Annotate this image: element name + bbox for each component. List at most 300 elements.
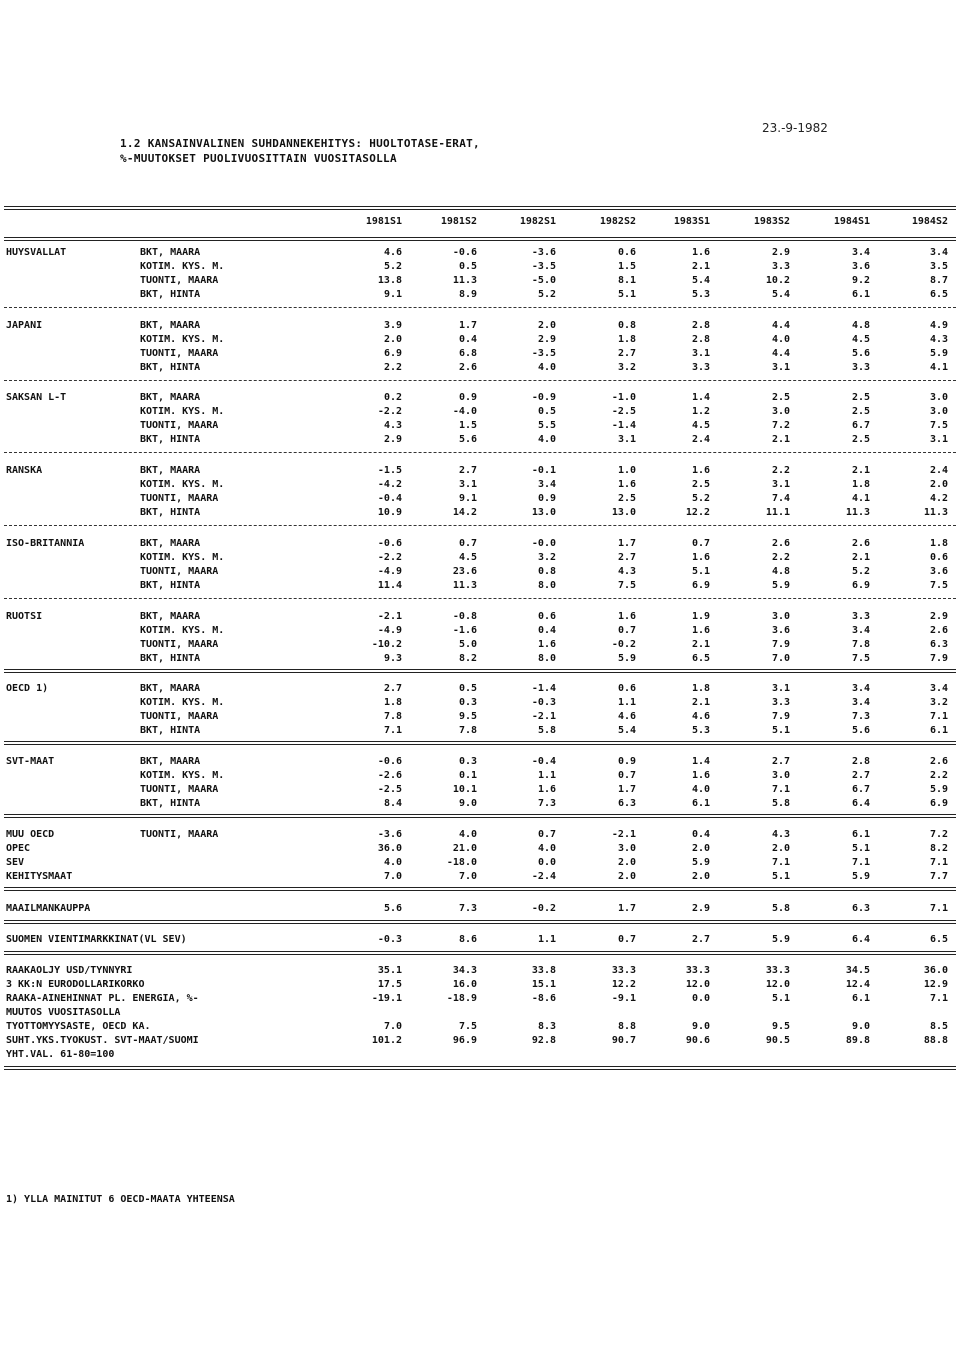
value-cell: 5.2: [851, 566, 870, 577]
value-cell: 4.5: [458, 552, 477, 563]
value-cell: 4.1: [851, 493, 870, 504]
value-cell: -9.1: [611, 993, 636, 1004]
value-cell: 2.5: [691, 479, 710, 490]
value-cell: 0.0: [537, 857, 556, 868]
value-cell: 2.1: [771, 434, 790, 445]
value-cell: 7.8: [851, 639, 870, 650]
value-cell: 4.9: [929, 320, 948, 331]
series-label: KOTIM. KYS. M.: [140, 625, 225, 636]
value-cell: -0.4: [531, 756, 556, 767]
value-cell: 7.0: [458, 871, 477, 882]
value-cell: 8.1: [617, 275, 636, 286]
column-header: 1984S1: [833, 216, 870, 227]
value-cell: 0.5: [458, 261, 477, 272]
value-cell: 5.6: [383, 903, 402, 914]
value-cell: 3.1: [771, 683, 790, 694]
value-cell: 5.1: [771, 993, 790, 1004]
series-label: KOTIM. KYS. M.: [140, 334, 225, 345]
table-row: [0, 261, 960, 274]
value-cell: 7.3: [458, 903, 477, 914]
value-cell: 0.6: [929, 552, 948, 563]
value-cell: 0.5: [458, 683, 477, 694]
value-cell: 11.1: [765, 507, 790, 518]
value-cell: -8.6: [531, 993, 556, 1004]
value-cell: 12.2: [685, 507, 710, 518]
dashed-rule: [4, 380, 956, 381]
series-label: TUONTI, MAARA: [140, 711, 219, 722]
value-cell: 6.7: [851, 420, 870, 431]
column-header: 1982S1: [519, 216, 556, 227]
value-cell: 2.2: [383, 362, 402, 373]
value-cell: 1.1: [537, 770, 556, 781]
series-label: TUONTI, MAARA: [140, 566, 219, 577]
value-cell: 7.1: [383, 725, 402, 736]
double-rule: [4, 741, 956, 745]
value-cell: 5.8: [771, 798, 790, 809]
value-cell: 3.1: [458, 479, 477, 490]
value-cell: 5.9: [929, 784, 948, 795]
value-cell: 0.7: [537, 829, 556, 840]
value-cell: 3.4: [929, 247, 948, 258]
series-label: BKT, HINTA: [140, 580, 201, 591]
value-cell: 3.3: [771, 261, 790, 272]
value-cell: 0.4: [537, 625, 556, 636]
value-cell: 3.2: [537, 552, 556, 563]
value-cell: 3.0: [771, 406, 790, 417]
table-row: [0, 247, 960, 260]
row-label: SEV: [6, 857, 25, 868]
table-row: [0, 857, 960, 870]
table-row: [0, 493, 960, 506]
value-cell: 9.5: [458, 711, 477, 722]
row-label: MAAILMANKAUPPA: [6, 903, 91, 914]
value-cell: 10.9: [377, 507, 402, 518]
series-label: BKT, HINTA: [140, 507, 201, 518]
value-cell: 5.4: [691, 275, 710, 286]
value-cell: -4.2: [377, 479, 402, 490]
series-label: TUONTI, MAARA: [140, 829, 219, 840]
value-cell: 4.3: [771, 829, 790, 840]
value-cell: 34.5: [845, 965, 870, 976]
value-cell: 0.4: [691, 829, 710, 840]
value-cell: 1.0: [617, 465, 636, 476]
row-label: RANSKA: [6, 465, 43, 476]
value-cell: 2.9: [691, 903, 710, 914]
value-cell: 21.0: [452, 843, 477, 854]
value-cell: -3.6: [531, 247, 556, 258]
column-header: 1983S1: [673, 216, 710, 227]
value-cell: 0.7: [691, 538, 710, 549]
value-cell: 23.6: [452, 566, 477, 577]
value-cell: 5.1: [771, 871, 790, 882]
value-cell: 6.1: [691, 798, 710, 809]
value-cell: 2.5: [851, 392, 870, 403]
value-cell: 1.1: [537, 934, 556, 945]
table-row: [0, 420, 960, 433]
value-cell: 11.3: [452, 580, 477, 591]
value-cell: 2.9: [537, 334, 556, 345]
value-cell: 3.0: [617, 843, 636, 854]
value-cell: 4.0: [771, 334, 790, 345]
value-cell: 2.6: [929, 756, 948, 767]
value-cell: 6.1: [851, 993, 870, 1004]
series-label: BKT, HINTA: [140, 362, 201, 373]
value-cell: -5.0: [531, 275, 556, 286]
value-cell: 7.3: [851, 711, 870, 722]
table-row: [0, 871, 960, 884]
value-cell: 2.9: [771, 247, 790, 258]
series-label: BKT, HINTA: [140, 434, 201, 445]
double-rule: [4, 951, 956, 955]
value-cell: 8.3: [537, 1021, 556, 1032]
value-cell: 0.2: [383, 392, 402, 403]
series-label: KOTIM. KYS. M.: [140, 697, 225, 708]
table-row: [0, 566, 960, 579]
value-cell: 5.9: [771, 934, 790, 945]
value-cell: -2.6: [377, 770, 402, 781]
value-cell: 90.7: [611, 1035, 636, 1046]
table-row: [0, 465, 960, 478]
value-cell: 3.0: [929, 392, 948, 403]
value-cell: 2.6: [929, 625, 948, 636]
value-cell: 4.1: [929, 362, 948, 373]
table-row: [0, 784, 960, 797]
value-cell: 2.0: [929, 479, 948, 490]
value-cell: 4.6: [691, 711, 710, 722]
value-cell: 1.4: [691, 756, 710, 767]
value-cell: 4.6: [383, 247, 402, 258]
value-cell: -18.0: [446, 857, 477, 868]
value-cell: 3.1: [617, 434, 636, 445]
value-cell: 1.2: [691, 406, 710, 417]
series-label: BKT, MAARA: [140, 538, 201, 549]
value-cell: 6.9: [691, 580, 710, 591]
series-label: KOTIM. KYS. M.: [140, 770, 225, 781]
value-cell: 8.4: [383, 798, 402, 809]
value-cell: 5.2: [537, 289, 556, 300]
value-cell: -1.4: [611, 420, 636, 431]
value-cell: 5.4: [771, 289, 790, 300]
value-cell: -0.3: [531, 697, 556, 708]
value-cell: 1.6: [691, 625, 710, 636]
value-cell: 2.5: [771, 392, 790, 403]
table-row: [0, 580, 960, 593]
value-cell: -0.0: [531, 538, 556, 549]
document-title: [120, 136, 480, 166]
value-cell: 2.2: [929, 770, 948, 781]
value-cell: 13.0: [531, 507, 556, 518]
value-cell: 2.8: [851, 756, 870, 767]
table-row: [0, 611, 960, 624]
value-cell: 2.1: [851, 552, 870, 563]
table-row: [0, 1049, 960, 1062]
value-cell: 2.0: [691, 871, 710, 882]
value-cell: 2.2: [771, 465, 790, 476]
value-cell: 9.5: [771, 1021, 790, 1032]
value-cell: 3.5: [929, 261, 948, 272]
value-cell: 1.8: [929, 538, 948, 549]
table-row: [0, 903, 960, 916]
value-cell: 3.6: [851, 261, 870, 272]
value-cell: 4.3: [617, 566, 636, 577]
value-cell: 4.4: [771, 348, 790, 359]
value-cell: 7.0: [383, 871, 402, 882]
value-cell: 1.6: [617, 611, 636, 622]
value-cell: -0.3: [377, 934, 402, 945]
column-header: 1982S2: [599, 216, 636, 227]
table-row: [0, 965, 960, 978]
value-cell: 9.0: [691, 1021, 710, 1032]
value-cell: 36.0: [377, 843, 402, 854]
value-cell: 1.6: [537, 639, 556, 650]
value-cell: 4.5: [851, 334, 870, 345]
value-cell: -1.5: [377, 465, 402, 476]
value-cell: 9.2: [851, 275, 870, 286]
value-cell: 6.4: [851, 798, 870, 809]
table-row: [0, 653, 960, 666]
value-cell: 2.6: [851, 538, 870, 549]
value-cell: 0.7: [458, 538, 477, 549]
value-cell: 9.1: [383, 289, 402, 300]
series-label: TUONTI, MAARA: [140, 275, 219, 286]
value-cell: 11.4: [377, 580, 402, 591]
value-cell: 8.0: [537, 580, 556, 591]
table-row: [0, 348, 960, 361]
value-cell: -0.6: [377, 538, 402, 549]
value-cell: 6.5: [929, 289, 948, 300]
series-label: KOTIM. KYS. M.: [140, 261, 225, 272]
double-rule: [4, 237, 956, 241]
value-cell: -0.8: [452, 611, 477, 622]
value-cell: 5.6: [851, 348, 870, 359]
value-cell: 6.1: [929, 725, 948, 736]
table-row: [0, 362, 960, 375]
value-cell: 2.7: [771, 756, 790, 767]
value-cell: -3.5: [531, 261, 556, 272]
value-cell: -2.5: [611, 406, 636, 417]
value-cell: 3.1: [691, 348, 710, 359]
value-cell: 33.8: [531, 965, 556, 976]
column-header: 1981S1: [365, 216, 402, 227]
value-cell: 6.5: [929, 934, 948, 945]
value-cell: 5.9: [851, 871, 870, 882]
value-cell: 2.7: [383, 683, 402, 694]
value-cell: 1.6: [691, 247, 710, 258]
value-cell: 8.0: [537, 653, 556, 664]
value-cell: 5.3: [691, 289, 710, 300]
value-cell: 7.1: [851, 857, 870, 868]
row-label: MUUTOS VUOSITASOLLA: [6, 1007, 121, 1018]
column-header: 1983S2: [753, 216, 790, 227]
value-cell: -2.1: [531, 711, 556, 722]
date-stamp: 23.-9-1982: [762, 121, 828, 135]
value-cell: 7.1: [929, 711, 948, 722]
value-cell: 10.2: [765, 275, 790, 286]
value-cell: 17.5: [377, 979, 402, 990]
value-cell: -3.6: [377, 829, 402, 840]
value-cell: 7.9: [929, 653, 948, 664]
value-cell: 8.8: [617, 1021, 636, 1032]
row-label: RAAKAOLJY USD/TYNNYRI: [6, 965, 133, 976]
value-cell: 2.0: [617, 857, 636, 868]
series-label: BKT, MAARA: [140, 392, 201, 403]
table-row: [0, 725, 960, 738]
value-cell: 2.7: [617, 348, 636, 359]
value-cell: 2.0: [771, 843, 790, 854]
value-cell: 33.3: [765, 965, 790, 976]
value-cell: -19.1: [371, 993, 402, 1004]
value-cell: 4.0: [383, 857, 402, 868]
value-cell: 90.6: [685, 1035, 710, 1046]
row-label: SUHT.YKS.TYOKUST. SVT-MAAT/SUOMI: [6, 1035, 199, 1046]
value-cell: 0.8: [537, 566, 556, 577]
value-cell: 2.7: [617, 552, 636, 563]
value-cell: 3.0: [929, 406, 948, 417]
table-row: [0, 993, 960, 1006]
value-cell: 7.5: [851, 653, 870, 664]
value-cell: 11.3: [845, 507, 870, 518]
value-cell: 1.8: [691, 683, 710, 694]
series-label: BKT, HINTA: [140, 653, 201, 664]
value-cell: 92.8: [531, 1035, 556, 1046]
value-cell: 4.8: [771, 566, 790, 577]
value-cell: 1.6: [617, 479, 636, 490]
series-label: TUONTI, MAARA: [140, 784, 219, 795]
value-cell: 0.3: [458, 697, 477, 708]
value-cell: 7.1: [929, 903, 948, 914]
value-cell: 7.2: [929, 829, 948, 840]
value-cell: 2.6: [771, 538, 790, 549]
value-cell: 5.8: [771, 903, 790, 914]
value-cell: 12.0: [765, 979, 790, 990]
value-cell: 0.5: [537, 406, 556, 417]
row-label: TYOTTOMYYSASTE, OECD KA.: [6, 1021, 151, 1032]
column-header-row: [0, 216, 960, 230]
row-label: KEHITYSMAAT: [6, 871, 73, 882]
value-cell: -0.2: [531, 903, 556, 914]
value-cell: 9.0: [458, 798, 477, 809]
series-label: BKT, HINTA: [140, 289, 201, 300]
value-cell: 1.4: [691, 392, 710, 403]
value-cell: 35.1: [377, 965, 402, 976]
row-label: OPEC: [6, 843, 31, 854]
value-cell: 1.5: [617, 261, 636, 272]
value-cell: 5.3: [691, 725, 710, 736]
double-rule: [4, 920, 956, 924]
double-rule: [4, 887, 956, 891]
row-label: SAKSAN L-T: [6, 392, 67, 403]
series-label: BKT, MAARA: [140, 320, 201, 331]
value-cell: 1.6: [691, 552, 710, 563]
series-label: TUONTI, MAARA: [140, 420, 219, 431]
value-cell: 3.2: [929, 697, 948, 708]
value-cell: 2.0: [537, 320, 556, 331]
dashed-rule: [4, 307, 956, 308]
value-cell: 2.7: [851, 770, 870, 781]
title-line-1: 1.2 KANSAINVALINEN SUHDANNEKEHITYS: HUOLTOTASE-ERAT,: [120, 137, 480, 150]
value-cell: -0.6: [452, 247, 477, 258]
value-cell: -0.6: [377, 756, 402, 767]
value-cell: 5.2: [691, 493, 710, 504]
table-row: [0, 697, 960, 710]
table-row: [0, 434, 960, 447]
value-cell: 5.2: [383, 261, 402, 272]
value-cell: 5.1: [617, 289, 636, 300]
value-cell: 7.2: [771, 420, 790, 431]
value-cell: -2.2: [377, 552, 402, 563]
value-cell: -0.9: [531, 392, 556, 403]
value-cell: 7.7: [929, 871, 948, 882]
value-cell: 8.9: [458, 289, 477, 300]
value-cell: 12.2: [611, 979, 636, 990]
table-row: [0, 625, 960, 638]
value-cell: 2.9: [929, 611, 948, 622]
value-cell: -4.0: [452, 406, 477, 417]
table-row: [0, 979, 960, 992]
value-cell: 3.3: [851, 362, 870, 373]
value-cell: 9.0: [851, 1021, 870, 1032]
value-cell: 2.2: [771, 552, 790, 563]
value-cell: 2.0: [617, 871, 636, 882]
value-cell: 9.3: [383, 653, 402, 664]
value-cell: 96.9: [452, 1035, 477, 1046]
value-cell: 4.8: [851, 320, 870, 331]
value-cell: 3.2: [617, 362, 636, 373]
value-cell: 5.1: [851, 843, 870, 854]
value-cell: -10.2: [371, 639, 402, 650]
table-row: [0, 683, 960, 696]
value-cell: 3.0: [771, 611, 790, 622]
table-row: [0, 934, 960, 947]
row-label: 3 KK:N EURODOLLARIKORKO: [6, 979, 145, 990]
series-label: TUONTI, MAARA: [140, 493, 219, 504]
series-label: BKT, MAARA: [140, 465, 201, 476]
value-cell: 7.5: [929, 420, 948, 431]
row-label: YHT.VAL. 61-80=100: [6, 1049, 115, 1060]
value-cell: 1.5: [458, 420, 477, 431]
dashed-rule: [4, 598, 956, 599]
value-cell: 5.0: [458, 639, 477, 650]
value-cell: 2.8: [691, 320, 710, 331]
value-cell: 7.8: [383, 711, 402, 722]
value-cell: 4.2: [929, 493, 948, 504]
value-cell: 11.3: [452, 275, 477, 286]
table-row: [0, 507, 960, 520]
value-cell: 89.8: [845, 1035, 870, 1046]
value-cell: 3.6: [929, 566, 948, 577]
value-cell: 4.3: [929, 334, 948, 345]
table-row: [0, 798, 960, 811]
value-cell: 1.7: [617, 903, 636, 914]
table-row: [0, 334, 960, 347]
value-cell: 4.3: [383, 420, 402, 431]
value-cell: 0.9: [458, 392, 477, 403]
table-row: [0, 320, 960, 333]
row-label: HUYSVALLAT: [6, 247, 67, 258]
value-cell: 2.5: [851, 406, 870, 417]
value-cell: 4.0: [537, 362, 556, 373]
value-cell: 1.8: [383, 697, 402, 708]
value-cell: 0.7: [617, 625, 636, 636]
series-label: KOTIM. KYS. M.: [140, 406, 225, 417]
value-cell: 0.7: [617, 934, 636, 945]
value-cell: 6.1: [851, 829, 870, 840]
value-cell: 1.6: [691, 465, 710, 476]
value-cell: 3.1: [771, 479, 790, 490]
value-cell: 1.9: [691, 611, 710, 622]
double-rule: [4, 814, 956, 818]
value-cell: 6.5: [691, 653, 710, 664]
